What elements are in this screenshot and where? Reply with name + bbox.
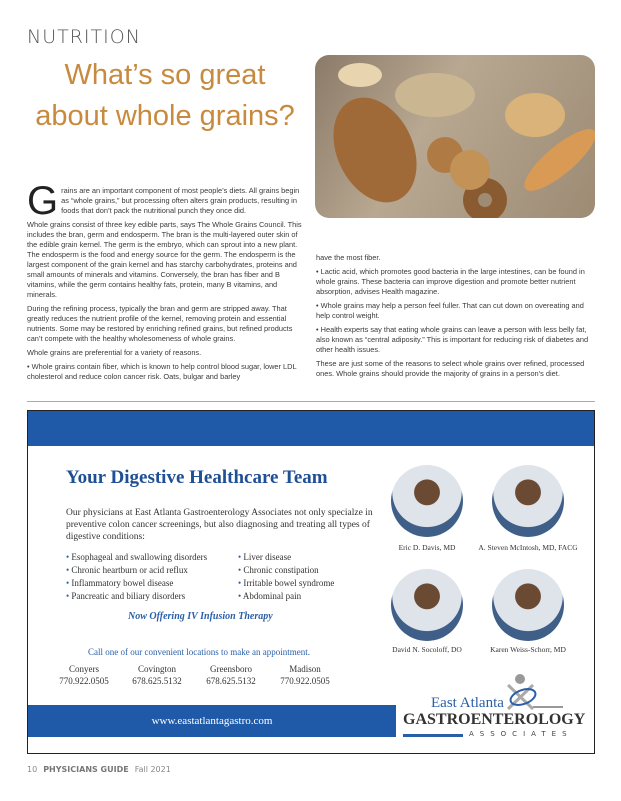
paragraph: These are just some of the reasons to select whole grains over refined, processed ones. Whole grains should provide the majority of grains in a person’s diet.: [316, 359, 585, 378]
issue-date: Fall 2021: [134, 765, 171, 774]
doctor-name: Karen Weiss-Schorr, MD: [490, 645, 566, 654]
advertisement: [27, 410, 595, 754]
city: Madison: [289, 664, 321, 674]
location-greensboro: [191, 663, 271, 687]
grains-bread-photo: [315, 55, 595, 218]
paragraph: • Whole grains may help a person feel fuller. That can cut down on overeating and help control weight.: [316, 301, 584, 320]
bread-illustration: [315, 55, 595, 218]
condition: Chronic constipation: [243, 565, 319, 575]
page-footer: [27, 765, 171, 774]
phone: 770.922.0505: [59, 676, 109, 686]
city: Covington: [137, 664, 176, 674]
conditions-left: • Esophageal and swallowing disorders • Chronic heartburn or acid reflux • Inflammatory bowel disease • Pancreatic and biliary disorders: [66, 552, 208, 601]
ad-title: Your Digestive Healthcare Team: [66, 467, 328, 488]
ad-intro: Our physicians at East Atlanta Gastroenterology Associates not only specialze in preventive colon cancer screenings, but also diagnosing and treating all types of digestive conditions:: [66, 508, 373, 542]
phone: 678.625.5132: [206, 676, 256, 686]
paragraph: have the most fiber.: [316, 253, 381, 262]
condition: Irritable bowel syndrome: [243, 578, 335, 588]
doctor-photo: [391, 569, 463, 641]
phone: 678.625.5132: [132, 676, 182, 686]
ad-header-band: [28, 411, 594, 446]
logo-line1: East Atlanta: [431, 695, 504, 711]
location-covington: [117, 663, 197, 687]
website-link[interactable]: www.eastatlantagastro.com: [28, 705, 396, 737]
page-number: 10: [27, 765, 38, 774]
call-text: Call one of our convenient locations to make an appointment.: [88, 647, 310, 657]
article-title: What’s so great about whole grains?: [35, 59, 295, 132]
doctor-photo: [391, 465, 463, 537]
paragraph: During the refining process, typically the bran and germ are stripped away. That greatly reduces the nutrient profile of the kernel, removing protein and essential nutrients. Some may be restored by enriching refined grains, but refined products can’t compete with the healthy wholesomeness of whole grains.: [27, 304, 293, 343]
condition: Inflammatory bowel disease: [71, 578, 174, 588]
company-logo: [403, 673, 586, 743]
phone: 770.922.0505: [280, 676, 330, 686]
location-conyers: [44, 663, 124, 687]
lead-paragraph: rains are an important component of most people’s diets. All grains begin as “whole grains,” but processing often alters grain products, resulting in foods that don’t pack the nutritional punch they once did.: [61, 186, 300, 215]
paragraph: • Whole grains contain fiber, which is known to help control blood sugar, lower LDL cholesterol and reduce colon cancer risk. Oats, bulgar and barley: [27, 362, 297, 381]
doctor-photo: [492, 569, 564, 641]
section-label: NUTRITION: [27, 26, 141, 48]
publication-name: PHYSICIANS GUIDE: [43, 765, 129, 774]
paragraph: • Lactic acid, which promotes good bacteria in the large intestines, can be found in whole grains. These bacteria can improve digestion and promote better nutrient absorption, advises Health magazine.: [316, 267, 585, 296]
paragraph: • Health experts say that eating whole grains can leave a person with less belly fat, also known as “central adiposity.” This is important for reducing risk of diabetes and other health issues.: [316, 325, 589, 354]
article-column-right: [316, 253, 594, 383]
location-madison: [265, 663, 345, 687]
doctor-photo: [492, 465, 564, 537]
logo-line3: ASSOCIATES: [469, 730, 573, 738]
drop-cap: G: [27, 179, 59, 223]
paragraph: Whole grains consist of three key edible parts, says The Whole Grains Council. This includes the bran, germ and endosperm. The bran is the multi-layered outer skin of the edible grain kernel. The germ is the embryo, which can sprout into a new plant. The endosperm is the food and energy source for the germ. The endosperm is the largest component of the grain kernel and has starchy carbohydrates, proteins and small amounts of minerals and vitamins. Conversely, the bran has fiber and B vitamins, while the germ contains healthy fats, protein, many B vitamins, and minerals.: [27, 220, 302, 299]
condition: Pancreatic and biliary disorders: [71, 591, 186, 601]
doctor-name: A. Steven McIntosh, MD, FACG: [478, 543, 578, 552]
condition: Esophageal and swallowing disorders: [71, 552, 208, 562]
logo-line2: GASTROENTEROLOGY: [403, 711, 586, 728]
city: Greensboro: [210, 664, 252, 674]
condition: Abdominal pain: [242, 591, 302, 601]
logo-mark-icon: [503, 673, 563, 713]
conditions-right: • Liver disease • Chronic constipation • Irritable bowel syndrome • Abdominal pain: [238, 552, 335, 601]
city: Conyers: [69, 664, 99, 674]
doctor-name: Eric D. Davis, MD: [398, 543, 456, 552]
logo-bar: [403, 734, 463, 737]
doctor-name: David N. Socoloff, DO: [392, 645, 462, 654]
article-column-left: [27, 179, 303, 386]
condition: Chronic heartburn or acid reflux: [71, 565, 188, 575]
condition: Liver disease: [243, 552, 292, 562]
offer-text: Now Offering IV Infusion Therapy: [128, 611, 273, 622]
paragraph: Whole grains are preferential for a variety of reasons.: [27, 348, 202, 357]
divider: [27, 401, 595, 402]
